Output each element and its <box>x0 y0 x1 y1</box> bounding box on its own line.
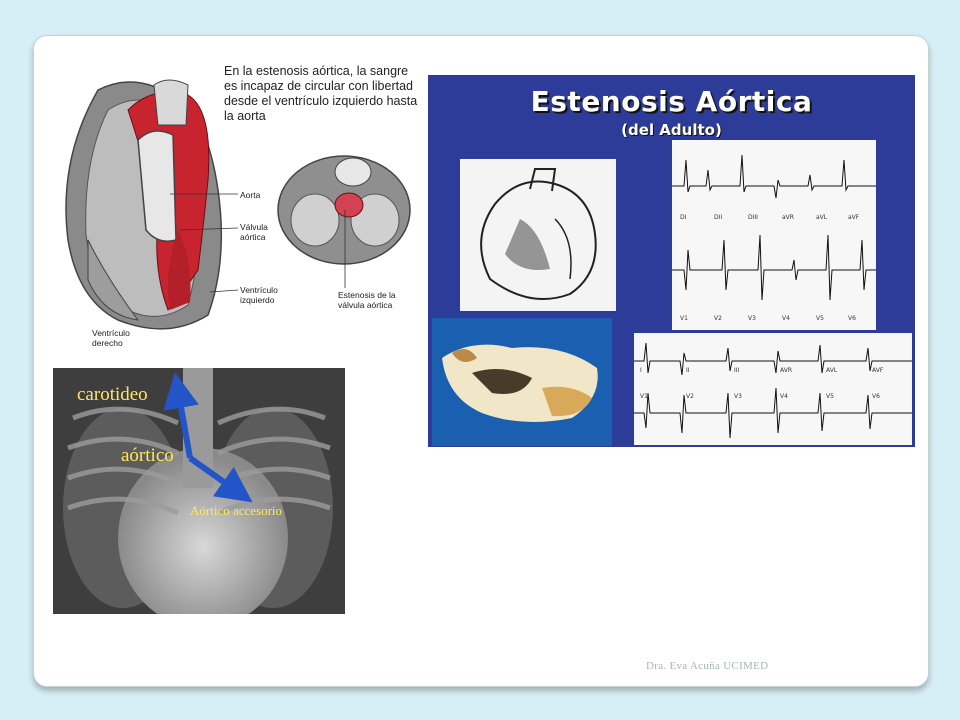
ecg-lead-avr: aVR <box>782 214 794 221</box>
label-estenosis-2: válvula aórtica <box>338 300 393 310</box>
ecg-lead-v4-2: V4 <box>780 393 788 400</box>
panel-title: Estenosis Aórtica <box>530 85 813 118</box>
ecg-lead-i: I <box>640 367 642 374</box>
ecg-lead-v3-2: V3 <box>734 393 742 400</box>
panel-subtitle: (del Adulto) <box>621 121 722 139</box>
label-estenosis-1: Estenosis de la <box>338 290 396 300</box>
label-valvula-1: Válvula <box>240 222 268 232</box>
leader-lines <box>150 180 350 300</box>
ecg-lead-dii: DII <box>714 214 723 221</box>
ecg-lead-v2: V2 <box>714 315 722 322</box>
ecg-lead-ii: II <box>686 367 690 374</box>
ecg-lead-avl: aVL <box>816 214 828 221</box>
ecg-lead-v4: V4 <box>782 315 790 322</box>
ecg-lead-v1-2: V1 <box>640 393 648 400</box>
label-ventriculo-izq-2: izquierdo <box>240 295 275 305</box>
ecg-bottom-traces <box>634 333 912 445</box>
label-ventriculo-izq-1: Ventrículo <box>240 285 278 295</box>
aortic-stenosis-panel <box>428 75 915 447</box>
label-aorta: Aorta <box>240 190 261 200</box>
ecg-lead-v6-2: V6 <box>872 393 880 400</box>
ecg-lead-v5: V5 <box>816 315 824 322</box>
ecg-lead-diii: DIII <box>748 214 758 221</box>
ecg-lead-v6: V6 <box>848 315 856 322</box>
label-ventriculo-der-2: derecho <box>92 338 123 348</box>
ecg-lead-v5-2: V5 <box>826 393 834 400</box>
label-ventriculo-der-1: Ventrículo <box>92 328 130 338</box>
label-aortico-accesorio: Aórtico accesorio <box>190 503 283 518</box>
ecg-top-traces <box>672 140 876 330</box>
heart-line-drawing <box>460 159 616 311</box>
heart-caption: En la estenosis aórtica, la sangre es incapaz de circular con libertad desde el ventrículo izquierdo hasta la aorta <box>224 64 418 123</box>
ecg-lead-v1: V1 <box>680 315 688 322</box>
ecg-lead-avf-2: AVF <box>872 367 884 374</box>
label-aortico: aórtico <box>121 445 174 466</box>
ecg-lead-iii: III <box>734 367 740 374</box>
label-valvula-2: aórtica <box>240 232 266 242</box>
ecg-lead-avr-2: AVR <box>780 367 792 374</box>
label-carotideo: carotideo <box>77 384 148 405</box>
ecg-lead-avf: aVF <box>848 214 860 221</box>
ecg-lead-avl-2: AVL <box>826 367 838 374</box>
ecg-lead-v2-2: V2 <box>686 393 694 400</box>
ecg-lead-di: DI <box>680 214 687 221</box>
ecg-lead-v3: V3 <box>748 315 756 322</box>
footer-credit: Dra. Eva Acuña UCIMED <box>646 660 769 672</box>
ecg-top <box>672 140 876 330</box>
valve-specimen-photo <box>432 318 612 446</box>
ecg-bottom <box>634 333 912 445</box>
